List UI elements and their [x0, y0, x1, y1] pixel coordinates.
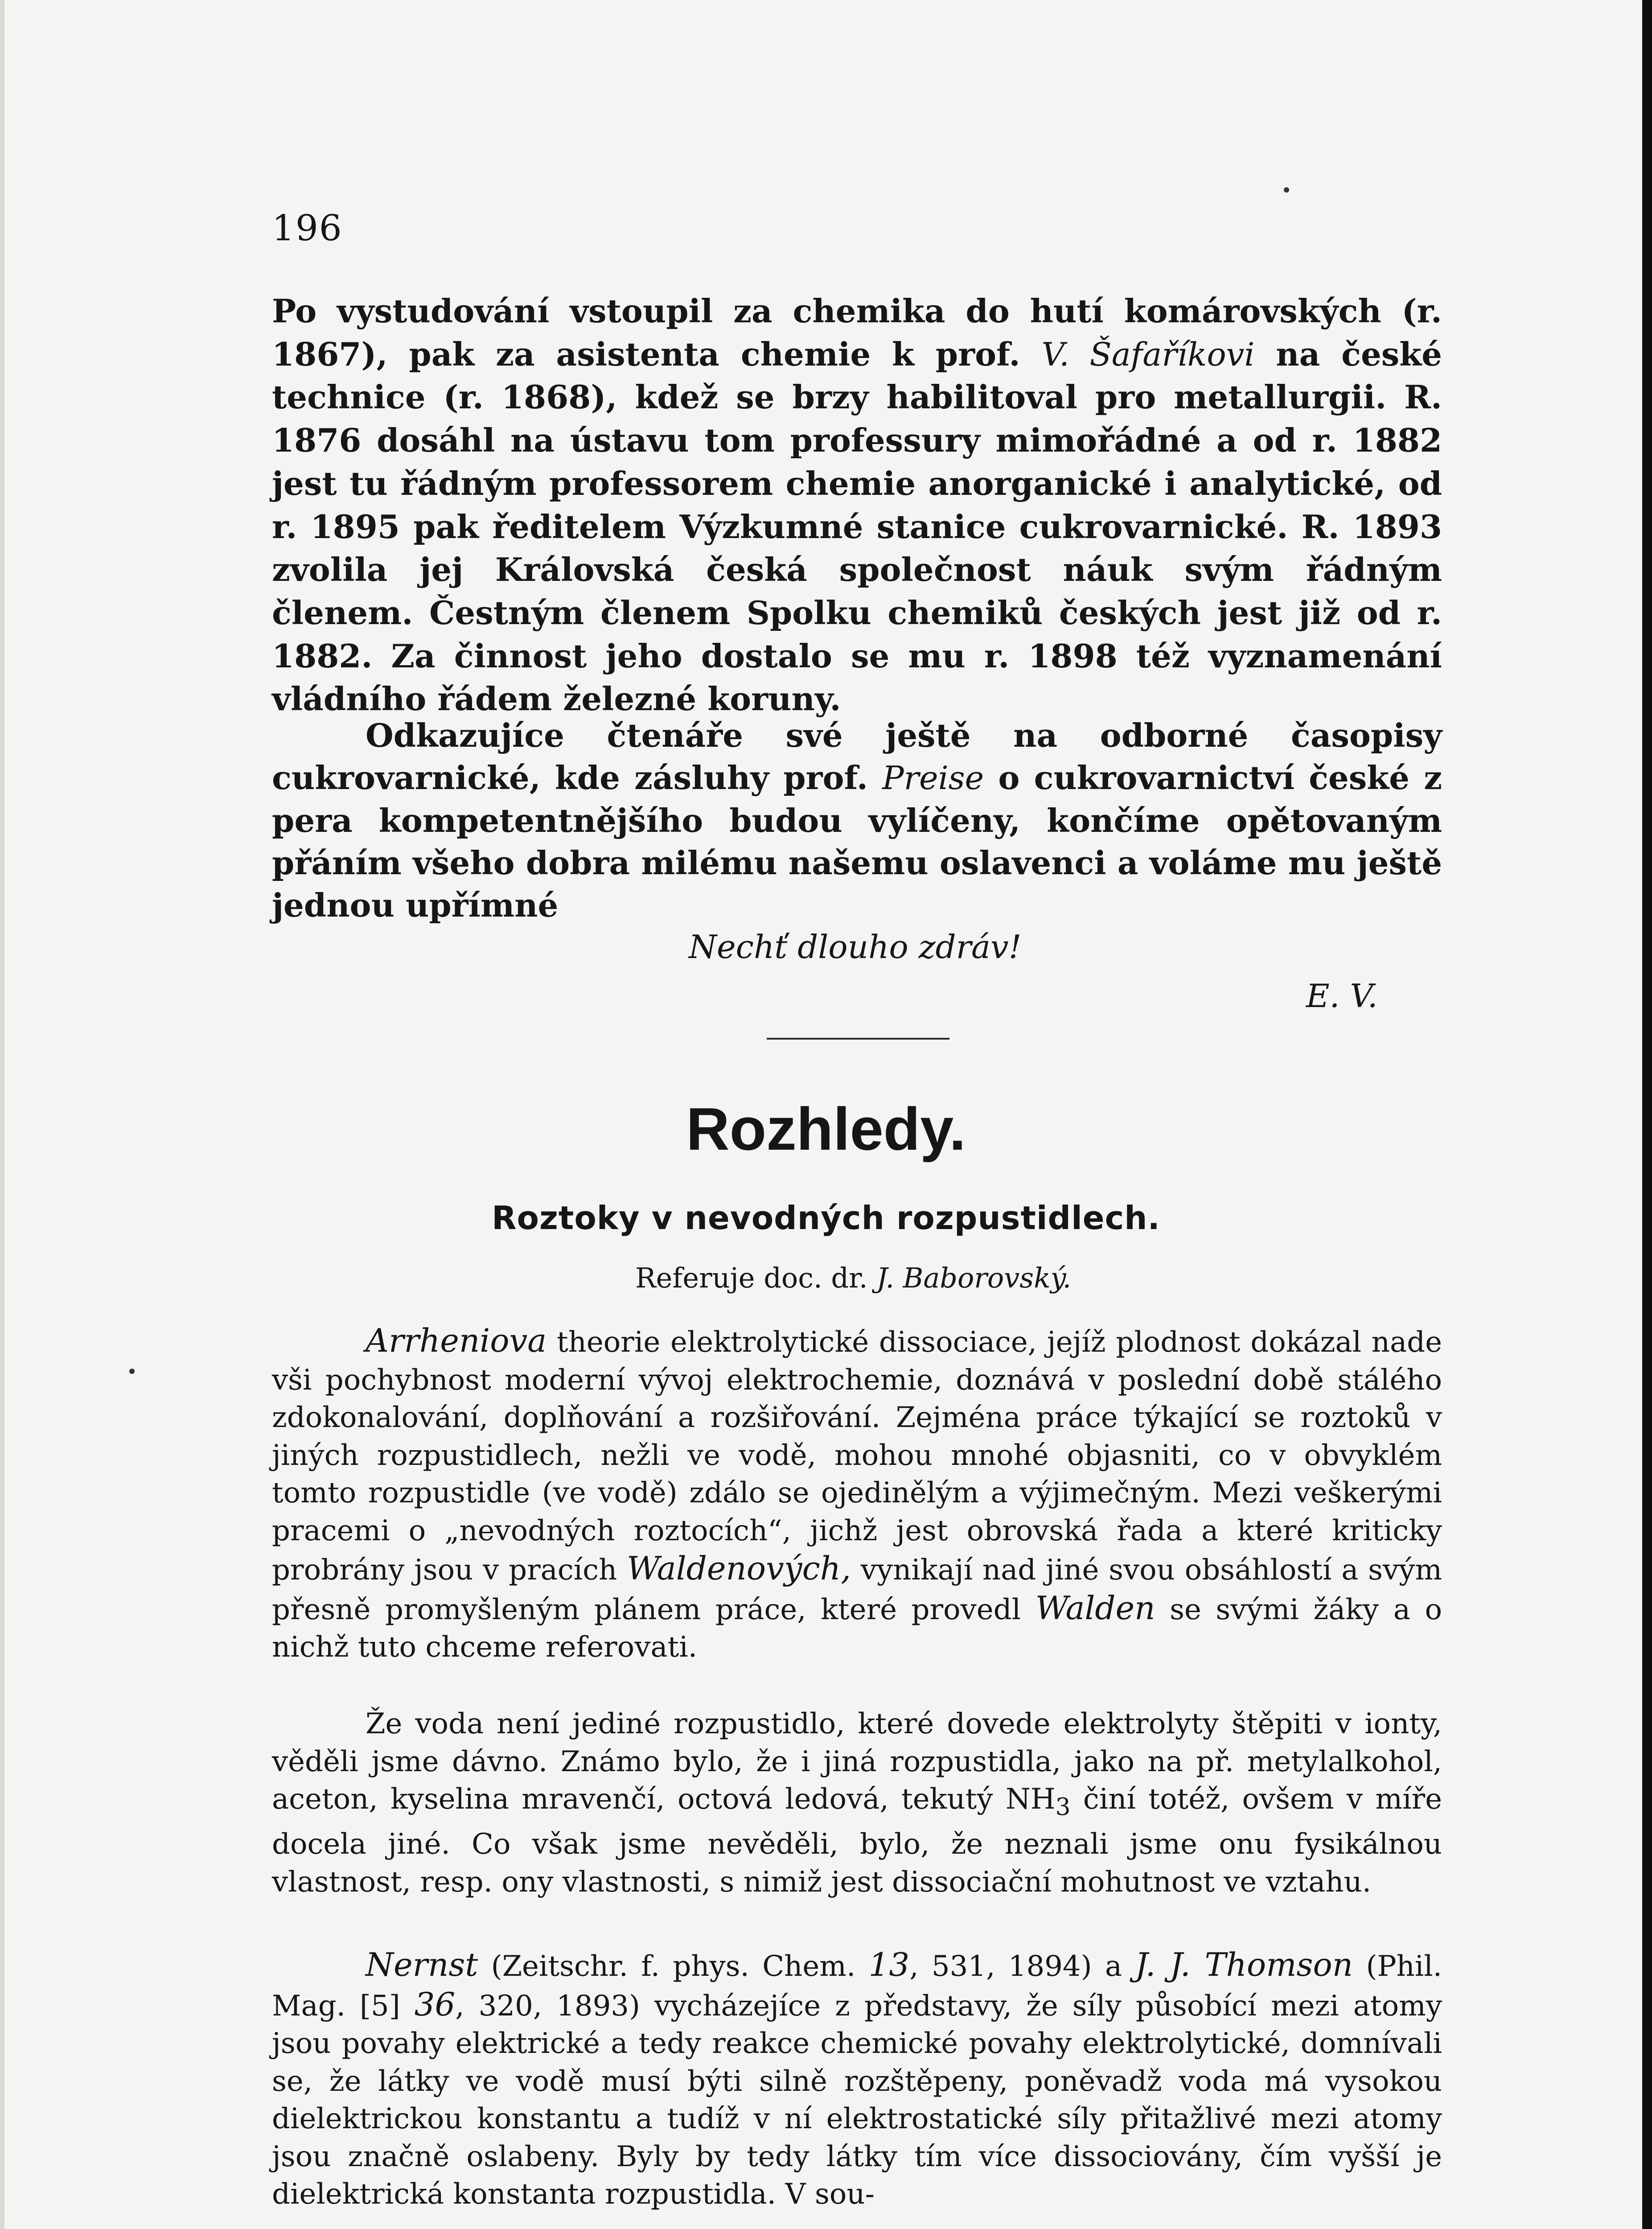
article-paragraph-3: [272, 1946, 1442, 2213]
text-run: (Zeitschr. f. phys. Chem.: [478, 1950, 869, 1983]
text-run: o cukrovarnictví české z pera kompetentnějšího budou vylíčeny, končíme opětovaným přáním všeho dobra milému našemu oslavenci a voláme mu ještě jednou upřímné: [272, 759, 1442, 924]
speck: [129, 1369, 135, 1374]
article-paragraph-2: [272, 1705, 1442, 1901]
subscript: 3: [1055, 1792, 1071, 1821]
intro-paragraph-2: [272, 714, 1442, 926]
italic-name: Nernst: [366, 1946, 478, 1983]
text-run: se svými žáky a o nichž tuto chceme referovati.: [272, 1593, 1442, 1664]
text-run: theorie elektrolytické dissociace, jejíž plodnost dokázal nade vši pochybnost moderní vývoj elektrochemie, doznává v poslední době stálého zdokonalování, doplňování a rozšiřování. Zejména práce týkající se roztoků v jiných rozpustidlech, nežli ve vodě, mohou mnohé objasniti, co v obvyklém tomto rozpustidle (ve vodě) zdálo se ojedinělým a výjimečným. Mezi veškerými pracemi o „nevodných roztocích“, jichž jest obrovská řada a které kriticky probrány jsou v pracích: [272, 1326, 1442, 1587]
text-run: Že voda není jediné rozpustidlo, které dovede elektrolyty štěpiti v ionty, věděli jsme dávno. Známo bylo, že i jiná rozpustidla, jako na př. metylalkohol, aceton, kyselina mravenčí, octová ledová, tekutý NH: [272, 1707, 1442, 1816]
byline: [635, 1262, 1071, 1294]
text-run: Odkazujíce čtenáře své ještě na odborné časopisy cukrovarnické, kde zásluhy prof.: [272, 716, 1442, 797]
italic-name: Walden: [1035, 1589, 1155, 1627]
author-initials: E. V.: [1306, 977, 1378, 1015]
article-paragraph-1: [272, 1322, 1442, 1666]
italic-volume: 36: [414, 1985, 456, 2023]
text-run: (Phil. Mag. [5]: [272, 1950, 1442, 2023]
text-run: na české technice (r. 1868), kdež se brzy habilitoval pro metallurgii. R. 1876 dosáhl na ústavu tom professury mimořádné a od r. 1882 jest tu řádným professorem chemie anorganické i analytické, od r. 1895 pak ředitelem Výzkumné stanice cukrovarnické. R. 1893 zvolila jej Královská česká společnost náuk svým řádným členem. Čestným členem Spolku chemiků českých jest již od r. 1882. Za činnost jeho dostalo se mu r. 1898 též vyznamenání vládního řádem železné koruny.: [272, 335, 1442, 718]
section-divider: [767, 1038, 949, 1040]
italic-name: Arrheniova: [366, 1322, 547, 1359]
byline-author: J. Baborovský.: [876, 1262, 1072, 1294]
article-title: Roztoky v nevodných rozpustidlech.: [492, 1199, 1160, 1237]
byline-prefix: Referuje doc. dr.: [635, 1262, 877, 1294]
italic-name: J. J. Thomson: [1135, 1946, 1353, 1983]
page-number: 196: [272, 207, 343, 249]
text-run: vynikají nad jiné svou obsáhlostí a svým přesně promyšleným plánem práce, které provedl: [272, 1554, 1442, 1626]
italic-name: Waldenových,: [627, 1550, 851, 1587]
italic-volume: 13: [868, 1946, 910, 1983]
section-title: Rozhledy.: [686, 1095, 966, 1163]
italic-name: Preise: [882, 759, 984, 797]
text-run: , 320, 1893) vycházejíce z představy, že síly působící mezi atomy jsou povahy elektrické a tedy reakce chemické povahy elektrolytické, domnívali se, že látky ve vodě musí býti silně rozštěpeny, poněvadž voda má vysokou dielektrickou konstantu a tudíž v ní elektrostatické síly přitažlivé mezi atomy jsou značně oslabeny. Byly by tedy látky tím více dissociovány, čím vyšší je dielektrická konstanta rozpustidla. V sou-: [272, 1989, 1442, 2211]
text-run: činí totéž, ovšem v míře docela jiné. Co však jsme nevěděli, bylo, že neznali jsme onu fysikálnou vlastnost, resp. ony vlastnosti, s nimiž jest dissociační mohutnost ve vztahu.: [272, 1783, 1442, 1899]
text-run: Po vystudování vstoupil za chemika do hutí komárovských (r. 1867), pak za asistenta chemie k prof.: [272, 292, 1442, 373]
intro-paragraph-1: [272, 290, 1442, 721]
italic-name: V. Šafaříkovi: [1041, 335, 1255, 373]
text-run: , 531, 1894) a: [909, 1950, 1135, 1983]
speck: [1284, 187, 1289, 193]
closing-motto: Nechť dlouho zdráv!: [689, 928, 1022, 966]
